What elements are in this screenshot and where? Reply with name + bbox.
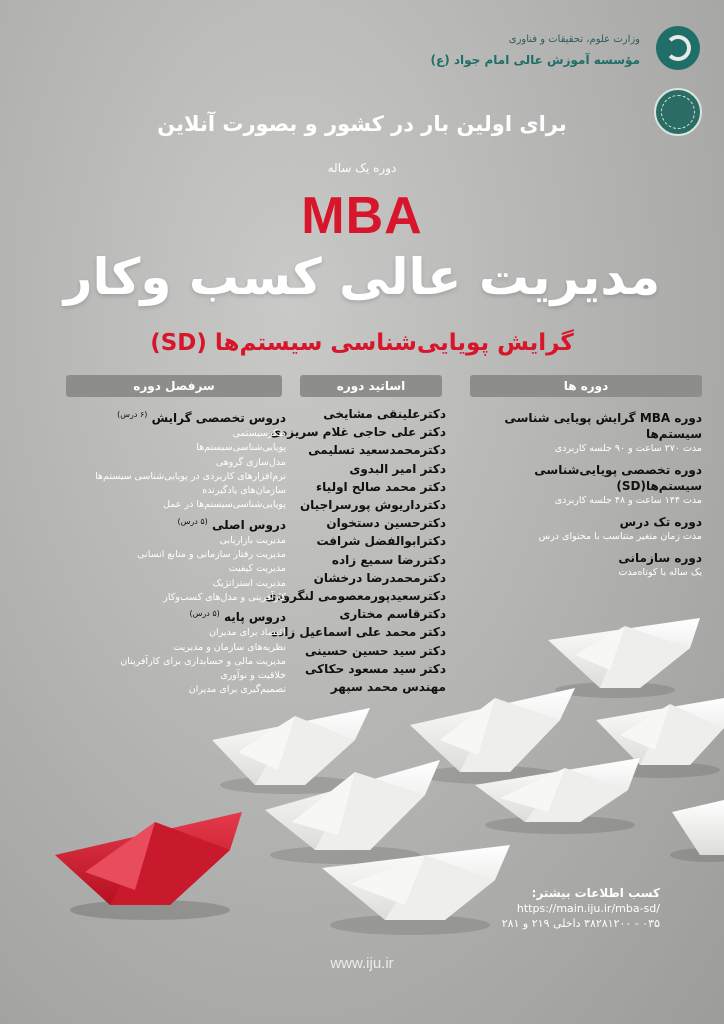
course-name: دوره سازمانی — [618, 551, 702, 565]
course-item — [462, 462, 702, 508]
course-item — [462, 550, 702, 580]
instructor-name: دکتررضا سمیع زاده — [331, 552, 446, 567]
course-name: دوره تخصصی پویایی‌شناسی سیستم‌ها(SD) — [534, 463, 702, 493]
section-title: دروس تخصصی گرایش — [151, 411, 286, 425]
course-item — [462, 410, 702, 456]
main-title: مدیریت عالی کسب وکار — [63, 248, 661, 306]
instructor-name: مهندس محمد سپهر — [330, 680, 446, 695]
instructor-name: دکترابوالفضل شرافت — [316, 534, 446, 549]
syllabus-item: مدیریت رفتار سازمانی و منابع انسانی — [137, 549, 286, 561]
instructor-name: دکتر محمد صالح اولیاء — [316, 479, 446, 494]
syllabus-section-heading — [56, 406, 286, 427]
instructor-name: دکترمحمدسعید تسلیمی — [308, 443, 446, 458]
one-year-label: دوره یک ساله — [327, 161, 397, 175]
courses-list — [462, 410, 702, 586]
syllabus-item: مدیریت مالی و حسابداری برای کارآفرینان — [120, 655, 286, 667]
course-name: دوره MBA گرایش پویایی شناسی سیستم‌ها — [504, 411, 702, 441]
contact-title: کسب اطلاعات بیشتر: — [531, 886, 660, 900]
syllabus-header: سرفصل دوره — [66, 375, 282, 397]
instructor-name: دکترداریوش پورسراجیان — [299, 498, 446, 513]
syllabus-item: اقتصاد برای مدیران — [209, 627, 286, 639]
syllabus-item: نرم‌افزارهای کاربردی در پویایی‌شناسی سیستم‌ها — [95, 470, 286, 482]
syllabus-item: پویایی‌شناسی‌سیستم‌ها در عمل — [163, 499, 286, 511]
contact-info — [460, 885, 660, 932]
syllabus-item: سازمان‌های یادگیرنده — [202, 485, 286, 497]
syllabus-item: تصمیم‌گیری برای مدیران — [188, 684, 286, 696]
course-detail: یک ساله یا کوتاه‌مدت — [618, 567, 702, 578]
syllabus-item: مدیریت بازاریابی — [219, 534, 286, 546]
course-item — [462, 514, 702, 544]
instructor-name: دکتر محمد علی اسماعیل زاده — [270, 625, 446, 640]
mba-title: MBA — [301, 187, 423, 245]
syllabus-item: مدیریت کیفیت — [228, 563, 286, 575]
instructor-name: دکترحسین دستخوان — [326, 516, 446, 531]
contact-phone: ۰۳۵ - ۳۸۲۸۱۲۰۰ داخلی ۲۱۹ و ۲۸۱ — [501, 917, 660, 930]
instructors-header: اساتید دوره — [300, 375, 442, 397]
instructor-name: دکترقاسم مختاری — [339, 607, 446, 622]
section-title: دروس اصلی — [211, 517, 286, 532]
section-title: دروس پایه — [223, 610, 286, 625]
contact-url-link[interactable]: https://main.iju.ir/mba-sd/ — [516, 902, 660, 915]
track-title: گرایش پویایی‌شناسی سیستم‌ها (SD) — [150, 330, 574, 356]
course-detail: مدت زمان متغیر متناسب با محتوای درس — [538, 531, 702, 542]
first-time-banner: برای اولین بار در کشور و بصورت آنلاین — [157, 112, 567, 136]
course-detail: مدت ۱۴۴ ساعت و ۴۸ جلسه کاربردی — [554, 495, 702, 506]
syllabus-item: پویایی‌شناسی‌سیستم‌ها — [196, 442, 286, 454]
instructor-name: دکترعلینقی مشایخی — [323, 407, 446, 421]
instructor-name: دکتر علی حاجی غلام سریزدی — [270, 425, 446, 440]
syllabus-item: تفکرسیستمی — [232, 428, 286, 439]
section-count: (۵ درس) — [177, 516, 208, 526]
white-paper-boat-icon — [670, 800, 724, 862]
red-paper-boat-icon — [55, 812, 242, 920]
instructor-name: دکترسعیدپورمعصومی لنگرودی — [265, 589, 446, 604]
syllabus-section-heading — [56, 513, 286, 534]
section-count: (۶ درس) — [117, 410, 148, 419]
instructor-name: دکترمحمدرضا درخشان — [313, 570, 446, 585]
courses-header: دوره ها — [470, 375, 702, 397]
instructor-name: دکتر سید مسعود حکاکی — [304, 661, 446, 676]
instructor-name: دکتر سید حسین حسینی — [304, 643, 446, 658]
course-name: دوره تک درس — [619, 515, 702, 529]
syllabus-item: نظریه‌های سازمان و مدیریت — [173, 641, 286, 653]
syllabus-item: مدیریت استراتژیک — [212, 577, 286, 589]
section-count: (۵ درس) — [189, 609, 220, 619]
website-link[interactable]: www.iju.ir — [330, 955, 394, 972]
syllabus-item: کارآفرینی و مدل‌های کسب‌وکار — [163, 591, 286, 603]
syllabus-item: مدل‌سازی گروهی — [215, 456, 286, 468]
course-detail: مدت ۲۷۰ ساعت و ۹۰ جلسه کاربردی — [554, 443, 702, 454]
institute-logo-icon — [656, 26, 700, 70]
institute-name: مؤسسه آموزش عالی امام جواد (ع) — [430, 53, 640, 67]
ministry-name: وزارت علوم، تحقیقات و فناوری — [508, 34, 640, 45]
white-paper-boat-icon — [548, 618, 700, 698]
instructor-name: دکتر امیر البدوی — [349, 461, 446, 476]
syllabus-item: خلاقیت و نوآوری — [220, 670, 286, 682]
